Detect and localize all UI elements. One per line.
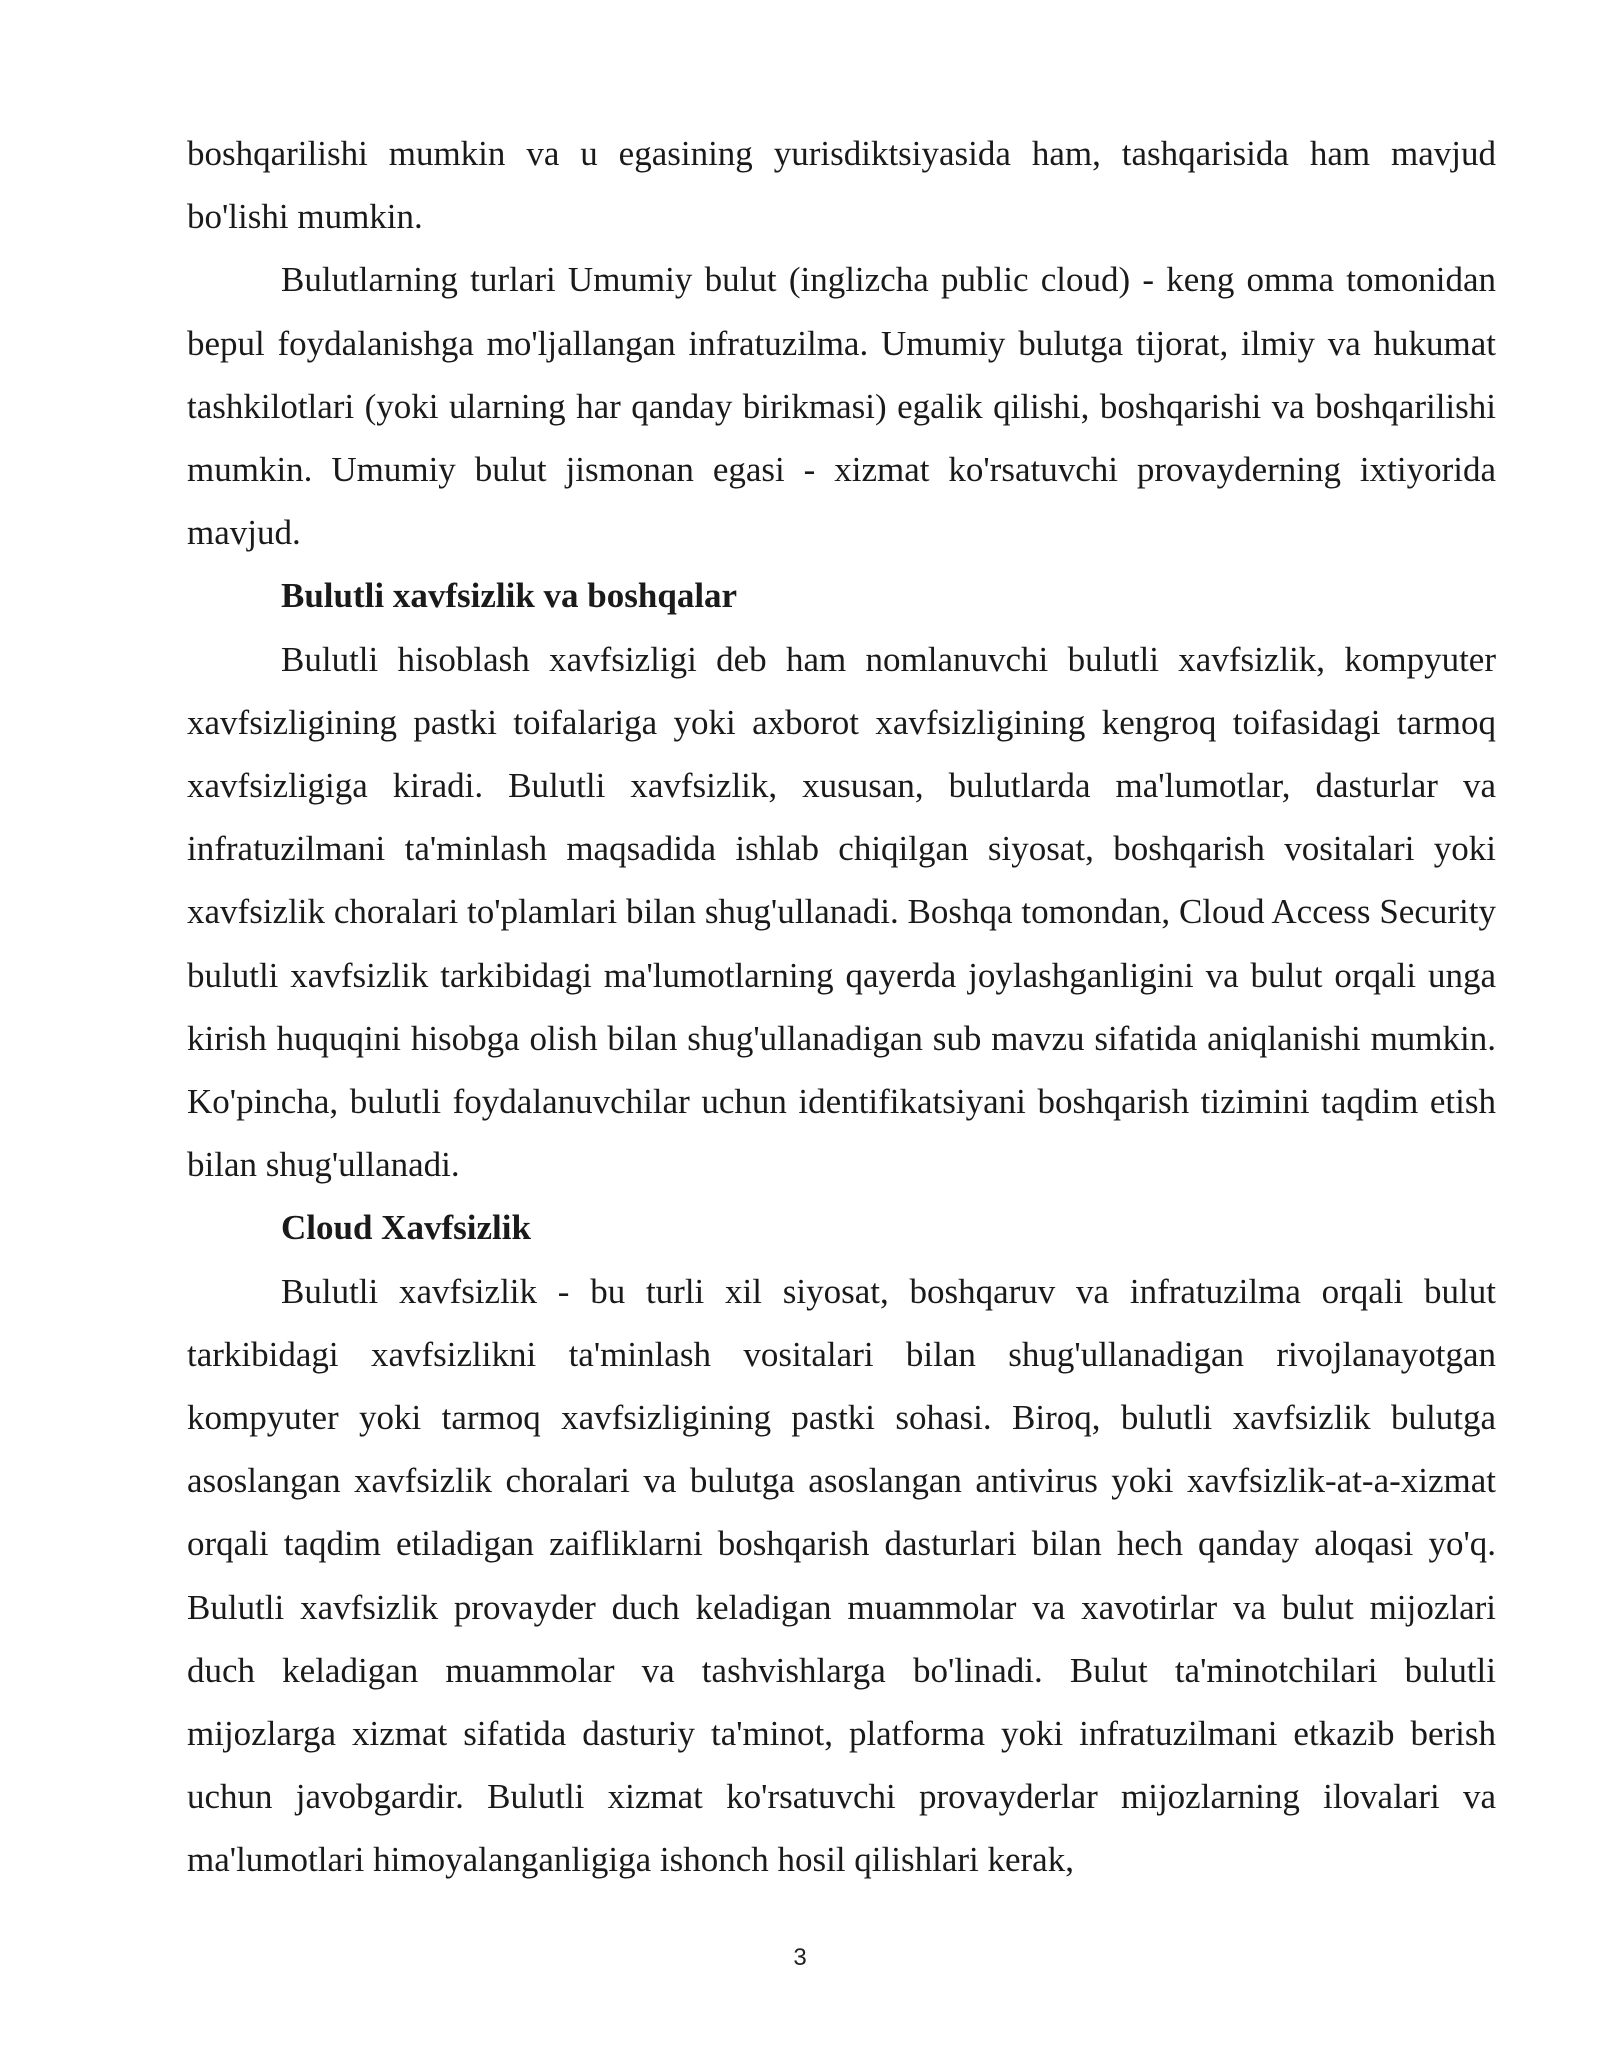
paragraph-cloud-types: Bulutlarning turlari Umumiy bulut (inglizcha public cloud) - keng omma tomonidan bepul foydalanishga mo'ljallangan infratuzilma. Umumiy bulutga tijorat, ilmiy va hukumat tashkilotlari (yoki ularning har qanday birikmasi) egalik qilishi, boshqarishi va boshqarilishi mumkin. Umumiy bulut jismonan egasi - xizmat ko'rsatuvchi provayderning ixtiyorida mavjud. xyxy=(187,260,1496,553)
paragraph-cloud-security-details: Bulutli xavfsizlik - bu turli xil siyosat, boshqaruv va infratuzilma orqali bulut tarkibidagi xavfsizlikni ta'minlash vositalari bilan shug'ullanadigan rivojlanayotgan kompyuter yoki tarmoq xavfsizligining pastki sohasi. Biroq, bulutli xavfsizlik bulutga asoslangan xavfsizlik choralari va bulutga asoslangan antivirus yoki xavfsizlik-at-a-xizmat orqali taqdim etiladigan zaifliklarni boshqarish dasturlari bilan hech qanday aloqasi yo'q. Bulutli xavfsizlik provayder duch keladigan muammolar va xavotirlar va bulut mijozlari duch keladigan muammolar va tashvishlarga bo'linadi. Bulut ta'minotchilari bulutli mijozlarga xizmat sifatida dasturiy ta'minot, platforma yoki infratuzilmani etkazib berish uchun javobgardir. Bulutli xizmat ko'rsatuvchi provayderlar mijozlarning ilovalari va ma'lumotlari himoyalanganligiga ishonch hosil qilishlari kerak, xyxy=(187,1271,1496,1880)
section-heading-cloud-xavfsizlik: Cloud Xavfsizlik xyxy=(281,1208,531,1248)
page-number: 3 xyxy=(793,1944,807,1971)
document-page xyxy=(187,122,1496,1892)
paragraph-continuation: boshqarilishi mumkin va u egasining yurisdiktsiyasida ham, tashqarisida ham mavjud bo'lishi mumkin. xyxy=(187,134,1496,237)
section-heading-cloud-security-and-others: Bulutli xavfsizlik va boshqalar xyxy=(281,576,738,616)
paragraph-cloud-security-definition: Bulutli hisoblash xavfsizligi deb ham nomlanuvchi bulutli xavfsizlik, kompyuter xavfsizligining pastki toifalariga yoki axborot xavfsizligining kengroq toifasidagi tarmoq xavfsizligiga kiradi. Bulutli xavfsizlik, xususan, bulutlarda ma'lumotlar, dasturlar va infratuzilmani ta'minlash maqsadida ishlab chiqilgan siyosat, boshqarish vositalari yoki xavfsizlik choralari to'plamlari bilan shug'ullanadi. Boshqa tomondan, Cloud Access Security bulutli xavfsizlik tarkibidagi ma'lumotlarning qayerda joylashganligini va bulut orqali unga kirish huquqini hisobga olish bilan shug'ullanadigan sub mavzu sifatida aniqlanishi mumkin. Ko'pincha, bulutli foydalanuvchilar uchun identifikatsiyani boshqarish tizimini taqdim etish bilan shug'ullanadi. xyxy=(187,639,1496,1185)
